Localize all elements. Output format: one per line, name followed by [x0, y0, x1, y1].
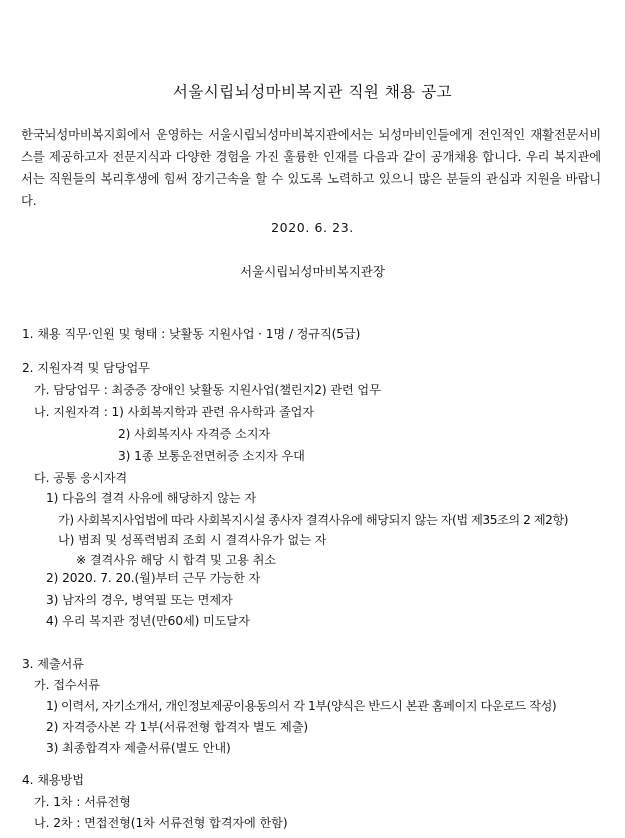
documents-heading: 가. 접수서류 — [34, 678, 100, 692]
issuer-name: 서울시립뇌성마비복지관장 — [240, 264, 385, 279]
document-item-3: 3) 최종합격자 제출서류(별도 안내) — [46, 741, 231, 755]
announcement-date: 2020. 6. 23. — [271, 220, 354, 235]
qualification-line-1: 나. 지원자격 : 1) 사회복지학과 관련 유사학과 졸업자 — [34, 405, 314, 419]
section-3-heading: 3. 제출서류 — [22, 657, 84, 671]
selection-stage-1: 가. 1차 : 서류전형 — [34, 795, 131, 809]
common-requirements-heading: 다. 공통 응시자격 — [34, 471, 128, 485]
requirement-1b: 나) 범죄 및 성폭력범죄 조회 시 결격사유가 없는 자 — [58, 533, 327, 547]
requirement-2: 2) 2020. 7. 20.(월)부터 근무 가능한 자 — [46, 571, 261, 585]
section-2-heading: 2. 지원자격 및 담당업무 — [22, 361, 150, 375]
document-item-1: 1) 이력서, 자기소개서, 개인정보제공이용동의서 각 1부(양식은 반드시 본관 홈페이지 다운로드 작성) — [46, 699, 557, 713]
requirement-4: 4) 우리 복지관 정년(만60세) 미도달자 — [46, 614, 250, 628]
qualification-line-3: 3) 1종 보통운전면허증 소지자 우대 — [118, 449, 305, 463]
requirement-1a: 가) 사회복지사업법에 따라 사회복지시설 종사자 결격사유에 해당되지 않는 자(법 제35조의 2 제2항) — [58, 513, 569, 527]
requirement-3: 3) 남자의 경우, 병역필 또는 면제자 — [46, 593, 233, 607]
document-item-2: 2) 자격증사본 각 1부(서류전형 합격자 별도 제출) — [46, 720, 309, 734]
page-title: 서울시립뇌성마비복지관 직원 채용 공고 — [172, 83, 453, 101]
disqualification-note: ※ 결격사유 해당 시 합격 및 고용 취소 — [76, 553, 276, 567]
qualification-line-2: 2) 사회복지사 자격증 소지자 — [118, 427, 271, 441]
selection-stage-2: 나. 2차 : 면접전형(1차 서류전형 합격자에 한함) — [34, 816, 288, 830]
section-4-heading: 4. 채용방법 — [22, 773, 84, 787]
requirement-1: 1) 다음의 결격 사유에 해당하지 않는 자 — [46, 491, 257, 505]
section-1-line: 1. 채용 직무·인원 및 형태 : 낮활동 지원사업 · 1명 / 정규직(5급) — [22, 327, 361, 341]
duty-line: 가. 담당업무 : 최중증 장애인 낮활동 지원사업(챌린지2) 관련 업무 — [34, 383, 381, 397]
intro-paragraph: 한국뇌성마비복지회에서 운영하는 서울시립뇌성마비복지관에서는 뇌성마비인들에게 전인적인 재활전문서비스를 제공하고자 전문지식과 다양한 경험을 가진 훌륭한 인재를 다음과 같이 공개채용 합니다. 우리 복지관에서는 직원들의 복리후생에 힘써 장기근속을 할 수 있도록 노력하고 있으니 많은 분들의 관심과 지원을 바랍니다. — [21, 128, 601, 208]
